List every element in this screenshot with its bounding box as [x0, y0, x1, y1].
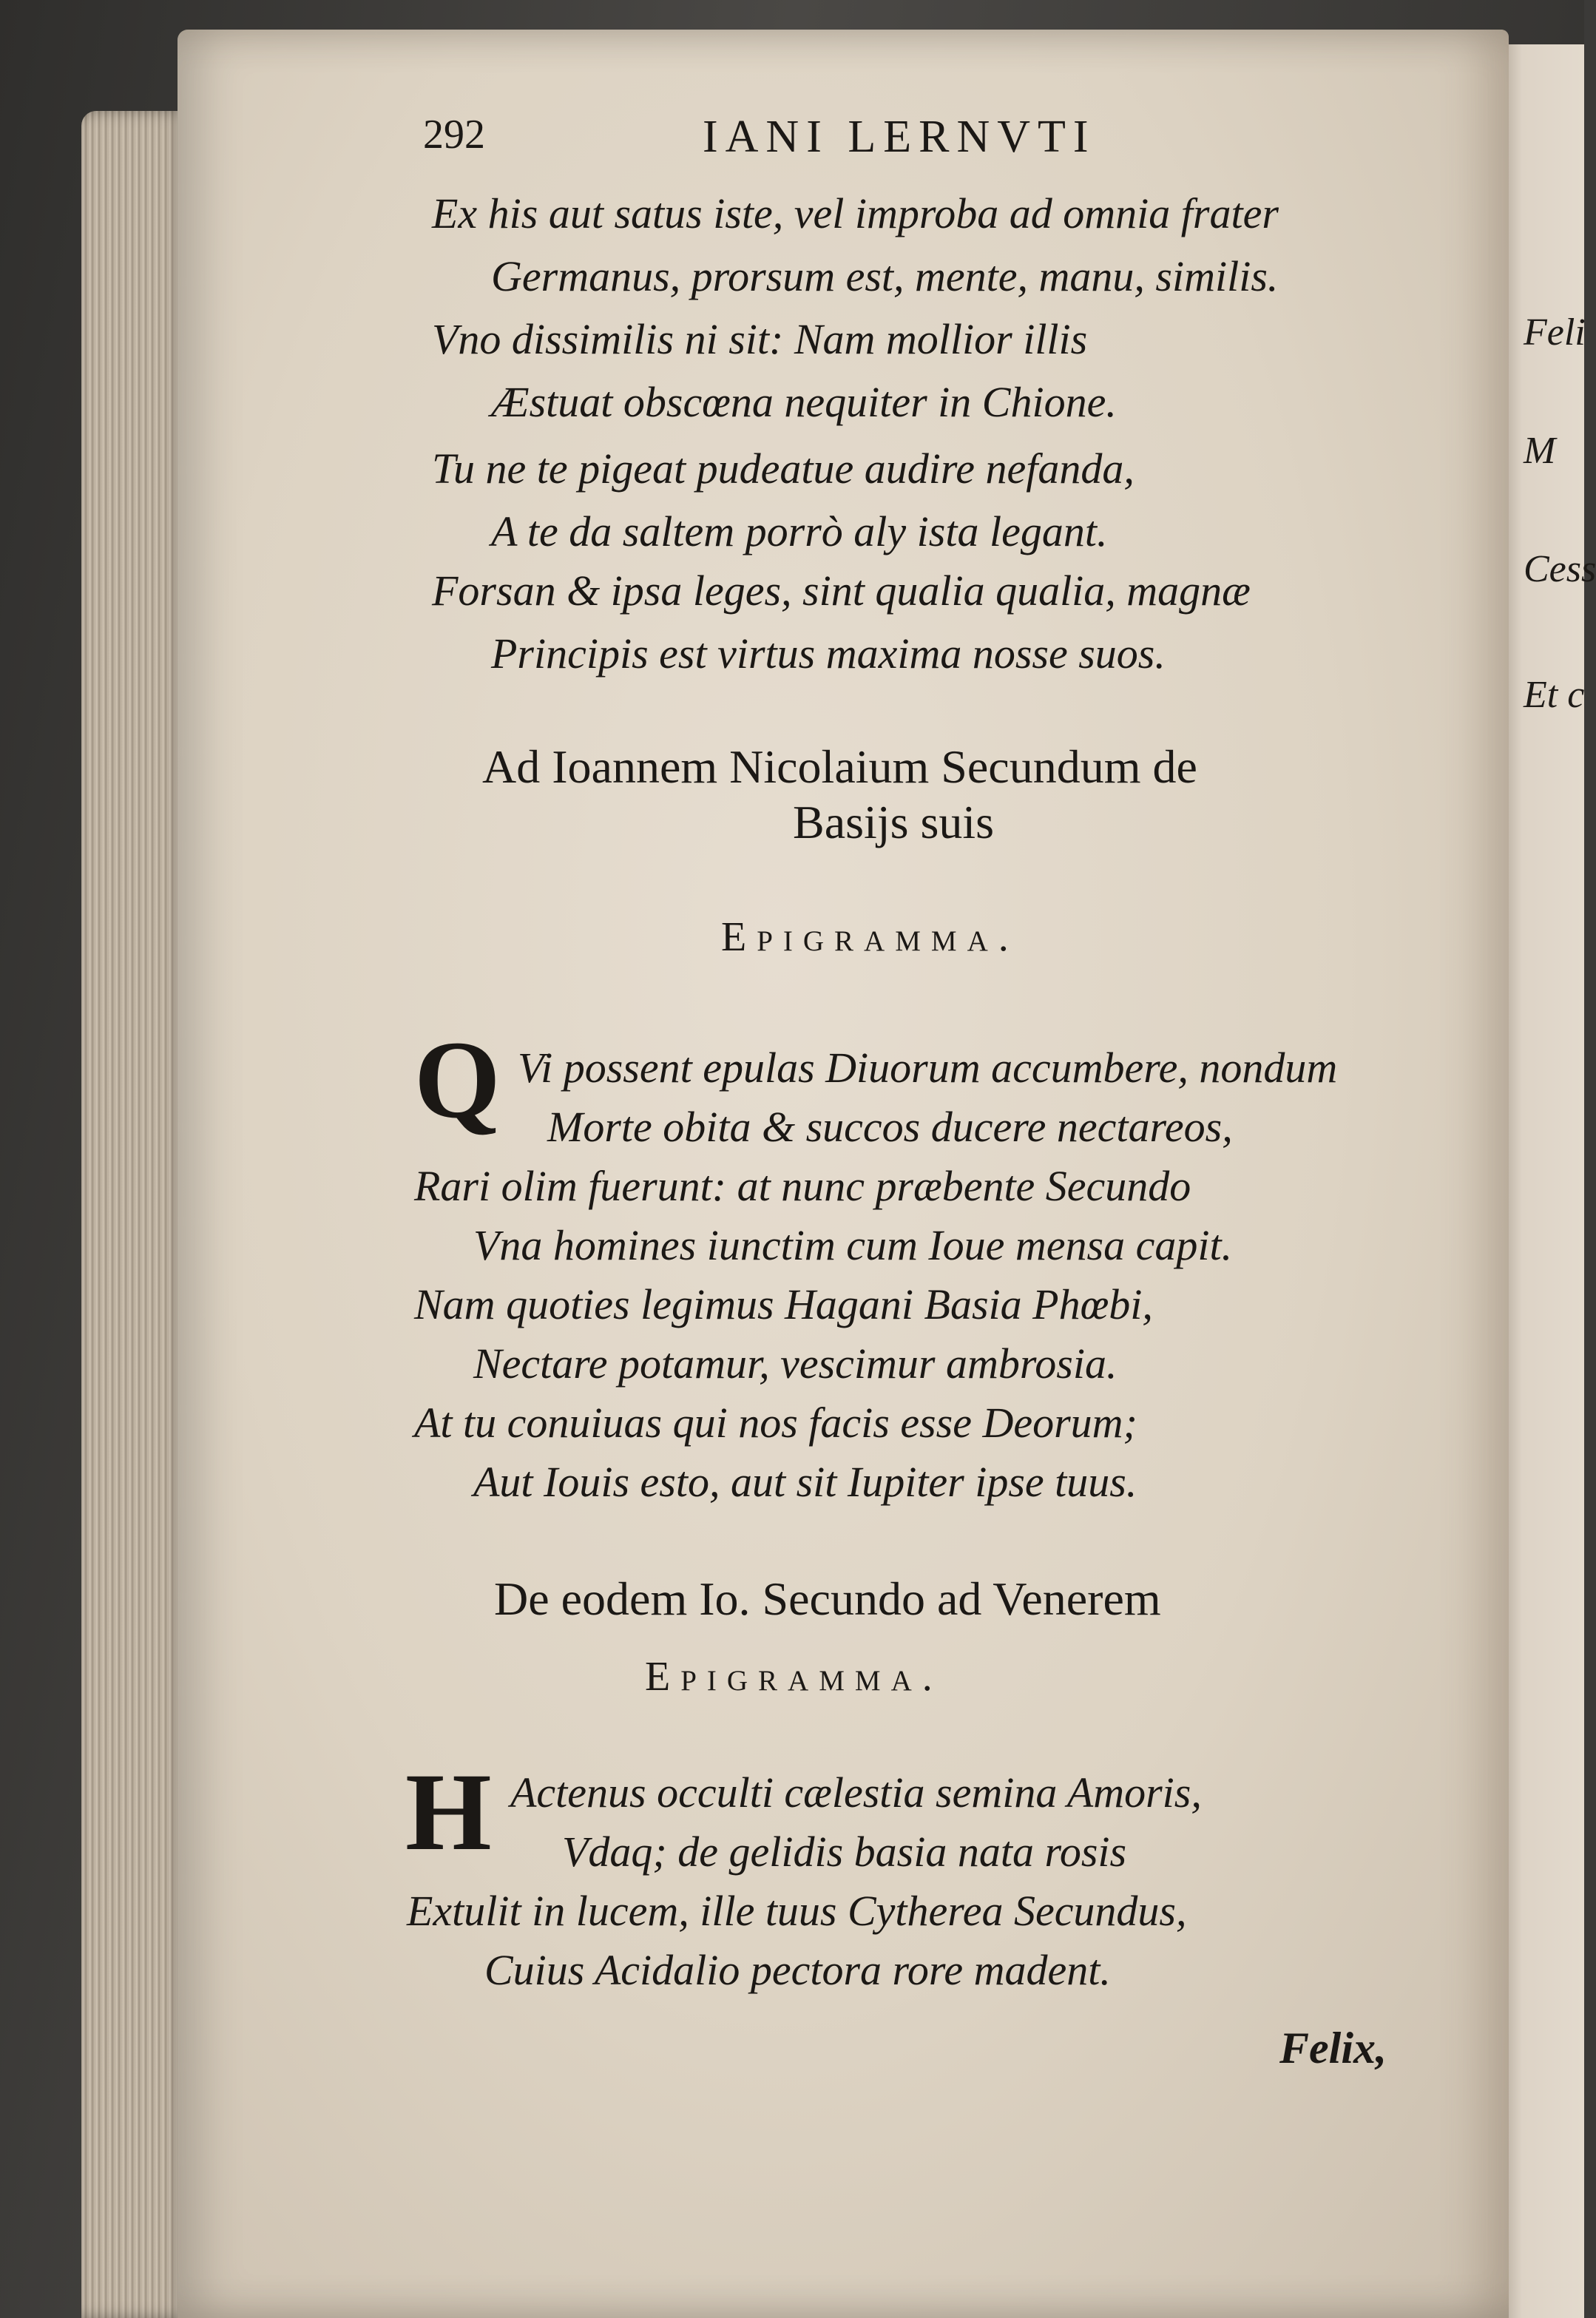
drop-cap: H	[405, 1751, 492, 1873]
verse-line: Tu ne te pigeat pudeatue audire nefanda,	[432, 445, 1135, 493]
verse-line: At tu conuiuas qui nos facis esse Deorum;	[414, 1399, 1137, 1447]
facing-page-fragment: Feli	[1524, 311, 1586, 354]
verse-line: Cuius Acidalio pectora rore madent.	[484, 1946, 1111, 1994]
verse-line: Principis est virtus maxima nosse suos.	[491, 629, 1166, 678]
epigram-label: Epigramma.	[721, 914, 1019, 960]
verse-line: A te da saltem porrò aly ista legant.	[491, 507, 1108, 555]
verse-line: Aut Iouis esto, aut sit Iupiter ipse tuus.	[473, 1458, 1137, 1506]
poem-heading: Ad Ioannem Nicolaium Secundum de	[482, 740, 1197, 793]
page-number: 292	[423, 112, 485, 158]
verse-line: Nectare potamur, vescimur ambrosia.	[473, 1339, 1117, 1388]
facing-page-fragment: Et c	[1524, 674, 1585, 716]
verse-line: Vna homines iunctim cum Ioue mensa capit.	[473, 1221, 1233, 1269]
verse-line: Germanus, prorsum est, mente, manu, similis.	[491, 252, 1279, 300]
poem-heading: Basijs suis	[793, 796, 995, 848]
drop-cap: Q	[414, 1018, 501, 1141]
verse-line: Forsan & ipsa leges, sint qualia qualia, magnæ	[432, 567, 1251, 615]
verse-line: Extulit in lucem, ille tuus Cytherea Secundus,	[407, 1887, 1187, 1935]
verse-line: Morte obita & succos ducere nectareos,	[547, 1103, 1233, 1151]
poem-heading: De eodem Io. Secundo ad Venerem	[494, 1572, 1161, 1625]
verse-line: Rari olim fuerunt: at nunc præbente Secundo	[414, 1162, 1191, 1210]
verse-line: Nam quoties legimus Hagani Basia Phœbi,	[414, 1280, 1153, 1328]
facing-page	[1501, 44, 1596, 2318]
verse-line: Æstuat obscœna nequiter in Chione.	[491, 378, 1117, 426]
verse-line: Vno dissimilis ni sit: Nam mollior illis	[432, 315, 1088, 363]
page-edges	[81, 111, 185, 2318]
facing-page-fragment: Cess	[1524, 548, 1596, 590]
verse-line: Ex his aut satus iste, vel improba ad omnia frater	[432, 189, 1279, 237]
verse-line: Actenus occulti cælestia semina Amoris,	[510, 1768, 1202, 1817]
facing-page-fragment: M	[1524, 430, 1556, 472]
verse-line: Vdaq; de gelidis basia nata rosis	[562, 1828, 1127, 1876]
running-title: IANI LERNVTI	[703, 112, 1096, 162]
epigram-label: Epigramma.	[645, 1654, 943, 1700]
verse-line: Vi possent epulas Diuorum accumbere, nondum	[518, 1044, 1338, 1092]
catchword: Felix,	[1279, 2024, 1387, 2072]
